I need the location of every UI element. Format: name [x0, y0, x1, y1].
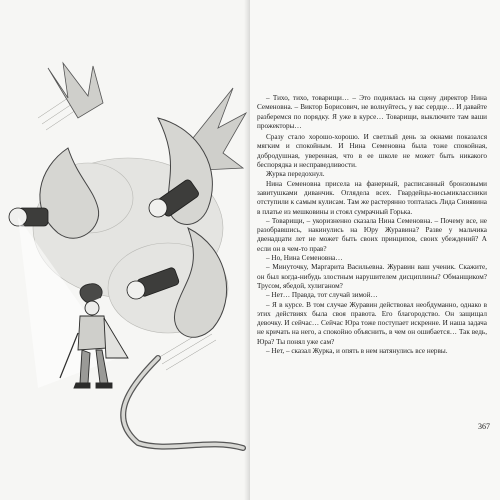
dragon-knight-illustration [8, 58, 248, 454]
page-number: 367 [478, 422, 490, 431]
paragraph: – Но, Нина Семеновна… [266, 254, 343, 263]
paragraph: – Нет, – сказал Журка, и опять в нем натянулись все нервы. [266, 347, 448, 356]
paragraph: – Нет… Правда, тот случай зимой… [266, 291, 378, 300]
paragraph: – Товарищи, – укоризненно сказала Нина Семеновна. – Почему все, не разобравшись, накинулись на Юру Журавина? Разве у мальчика двенадцати лет не может быть своих принципов, своих убеждений? А если он в чем-то прав? [257, 216, 487, 253]
body-text [257, 94, 487, 356]
paragraph: – Минуточку, Маргарита Васильевна. Журавин ваш ученик. Скажите, он был когда-нибудь злостным нарушителем дисциплины? Обманщиком? Трусом, ябедой, хулиганом? [257, 263, 487, 290]
paragraph: – Тихо, тихо, товарищи… – Это поднялась на сцену директор Нина Семеновна. – Виктор Борисович, не волнуйтесь, у вас сердце… И давайте разберемся по порядку. Я уже в курсе… Товарищи, выключите там ваши прожекторы… [257, 94, 487, 130]
paragraph: Журка передохнул. [266, 170, 325, 179]
paragraph: – Я в курсе. В том случае Журавин действовал необдуманно, однако в этих действиях была своя правота. Его благородство. Он защищал девочку. И сейчас… Сейчас Юра тоже поступает искренне. И наша задача не кричать на него, а спокойно объяснить, в чем он ошибается… Так ведь, Юра? Ты понял уже сам? [257, 300, 487, 346]
paragraph: Нина Семеновна присела на фанерный, расписанный бронзовыми завитушками диванчик. Оглядела всех. Гвардейцы-восьмиклассники отступили к самым кулисам. Там же растерянно топталась Лида Синявина в платье из мешковины и стоял сумрачный Горька. [257, 179, 487, 216]
paragraph: Сразу стало хорошо-хорошо. И светлый день за окнами показался мягким и спокойным. И Нина Семеновна была тоже спокойная, добродушная, уверенная, что в ее школе не может быть никакого беспорядка и несправедливости. [257, 133, 487, 170]
